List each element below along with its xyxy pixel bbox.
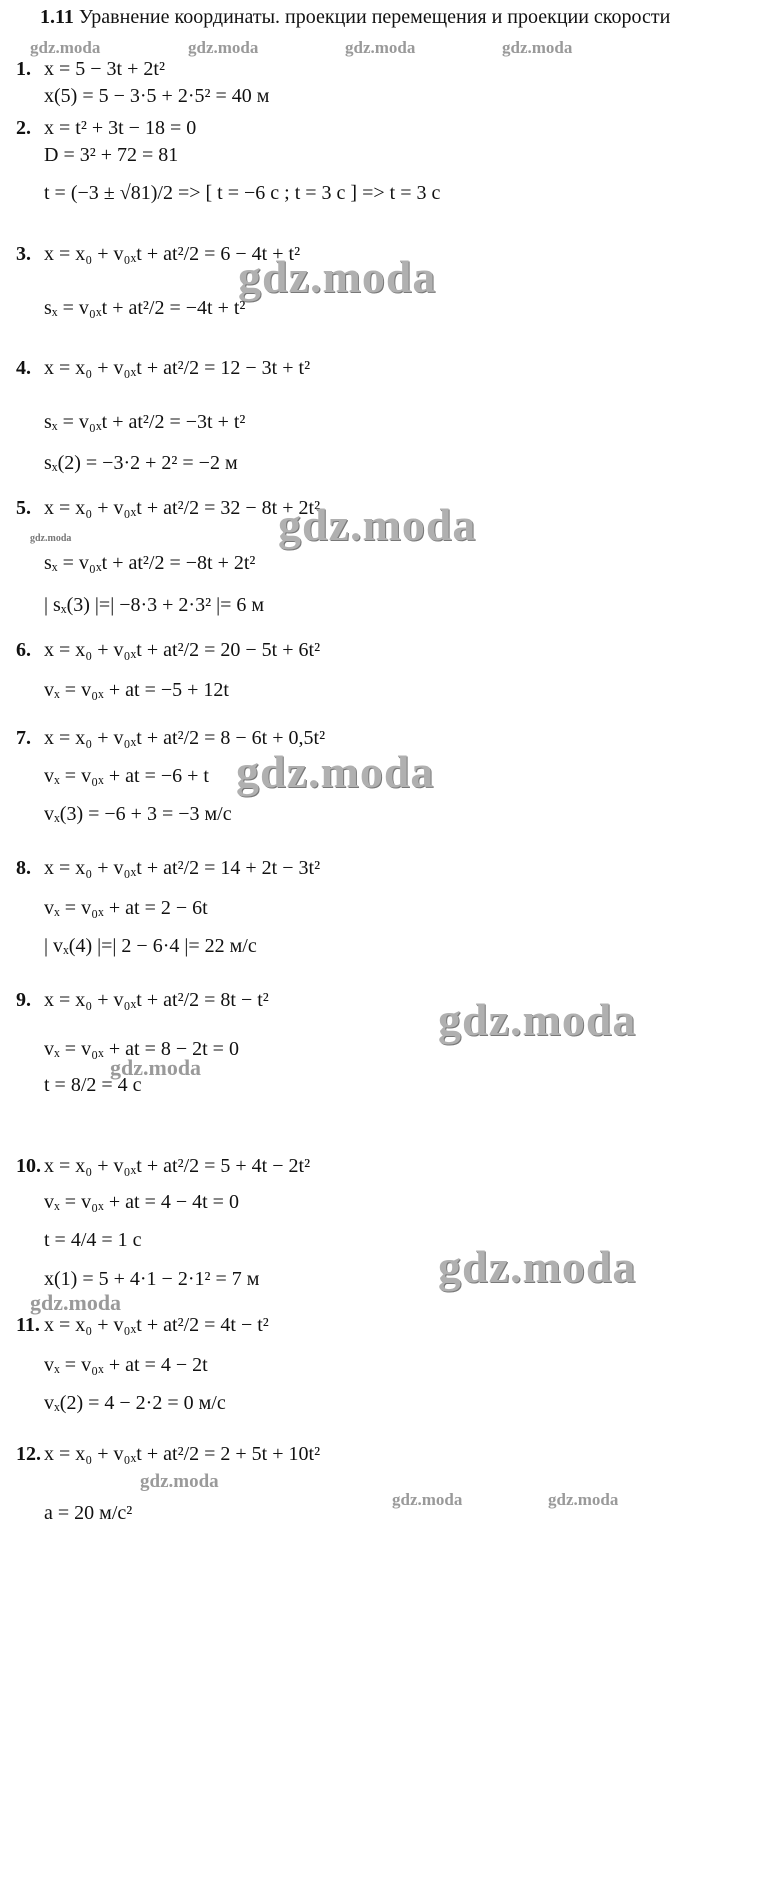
equation: vₓ = v₀ₓ + at = −5 + 12t: [44, 679, 229, 701]
watermark: gdz.moda: [238, 251, 437, 302]
equation: t = (−3 ± √81)/2 => [ t = −6 с ; t = 3 с ] => t = 3 с: [44, 182, 441, 204]
equation: sₓ(2) = −3·2 + 2² = −2 м: [44, 452, 238, 474]
equation: x = x₀ + v₀ₓt + at²/2 = 5 + 4t − 2t²: [44, 1155, 311, 1177]
watermark: gdz.moda: [345, 38, 416, 57]
equation: x = x₀ + v₀ₓt + at²/2 = 6 − 4t + t²: [44, 243, 301, 265]
equation: x = 5 − 3t + 2t²: [44, 58, 165, 80]
watermark: gdz.moda: [438, 994, 637, 1045]
section-number: 1.11: [40, 6, 74, 28]
equation: x = x₀ + v₀ₓt + at²/2 = 8t − t²: [44, 989, 269, 1011]
problem-number: 7.: [16, 727, 31, 749]
watermark: gdz.moda: [236, 746, 435, 797]
watermark: gdz.moda: [278, 499, 477, 550]
equation: x(5) = 5 − 3·5 + 2·5² = 40 м: [44, 85, 270, 107]
equation: sₓ = v₀ₓt + at²/2 = −3t + t²: [44, 411, 246, 433]
watermark: gdz.moda: [548, 1490, 619, 1509]
equation: sₓ = v₀ₓt + at²/2 = −4t + t²: [44, 297, 246, 319]
equation: x = x₀ + v₀ₓt + at²/2 = 12 − 3t + t²: [44, 357, 311, 379]
equation: vₓ = v₀ₓ + at = 4 − 2t: [44, 1354, 208, 1376]
equation: vₓ(2) = 4 − 2·2 = 0 м/с: [44, 1392, 226, 1414]
watermark: gdz.moda: [438, 1241, 637, 1292]
equation: x = t² + 3t − 18 = 0: [44, 117, 197, 139]
equation: | sₓ(3) |=| −8·3 + 2·3² |= 6 м: [44, 594, 265, 616]
problem-number: 3.: [16, 243, 31, 265]
watermark: gdz.moda: [30, 533, 72, 544]
equation: D = 3² + 72 = 81: [44, 144, 179, 166]
page-title: [40, 6, 670, 29]
equation: x(1) = 5 + 4·1 − 2·1² = 7 м: [44, 1268, 260, 1290]
equation: x = x₀ + v₀ₓt + at²/2 = 4t − t²: [44, 1314, 269, 1336]
equation: | vₓ(4) |=| 2 − 6·4 |= 22 м/с: [44, 935, 257, 957]
equation: vₓ = v₀ₓ + at = 8 − 2t = 0: [44, 1038, 239, 1060]
watermark: gdz.moda: [30, 38, 101, 57]
equation: sₓ = v₀ₓt + at²/2 = −8t + 2t²: [44, 552, 256, 574]
watermark: gdz.moda: [140, 1471, 219, 1492]
equation: vₓ(3) = −6 + 3 = −3 м/с: [44, 803, 232, 825]
equation: t = 8/2 = 4 с: [44, 1074, 142, 1096]
problem-number: 8.: [16, 857, 31, 879]
equation: x = x₀ + v₀ₓt + at²/2 = 32 − 8t + 2t²: [44, 497, 321, 519]
equation: x = x₀ + v₀ₓt + at²/2 = 14 + 2t − 3t²: [44, 857, 321, 879]
equation: a = 20 м/с²: [44, 1502, 133, 1524]
section-title: Уравнение координаты. проекции перемещения и проекции скорости: [78, 6, 671, 28]
watermark: gdz.moda: [392, 1490, 463, 1509]
problem-number: 1.: [16, 58, 31, 80]
equation: vₓ = v₀ₓ + at = −6 + t: [44, 765, 209, 787]
equation: vₓ = v₀ₓ + at = 4 − 4t = 0: [44, 1191, 239, 1213]
watermark: gdz.moda: [502, 38, 573, 57]
watermark: gdz.moda: [30, 1290, 122, 1315]
problem-number: 9.: [16, 989, 31, 1011]
equation: x = x₀ + v₀ₓt + at²/2 = 20 − 5t + 6t²: [44, 639, 321, 661]
equation: x = x₀ + v₀ₓt + at²/2 = 8 − 6t + 0,5t²: [44, 727, 326, 749]
watermark: gdz.moda: [188, 38, 259, 57]
equation: x = x₀ + v₀ₓt + at²/2 = 2 + 5t + 10t²: [44, 1443, 321, 1465]
problem-number: 11.: [16, 1314, 40, 1336]
problem-number: 10.: [16, 1155, 41, 1177]
watermark: gdz.moda: [110, 1055, 202, 1080]
problem-number: 2.: [16, 117, 31, 139]
equation: vₓ = v₀ₓ + at = 2 − 6t: [44, 897, 208, 919]
problem-number: 5.: [16, 497, 31, 519]
problem-number: 6.: [16, 639, 31, 661]
problem-number: 4.: [16, 357, 31, 379]
equation: t = 4/4 = 1 с: [44, 1229, 142, 1251]
problem-number: 12.: [16, 1443, 41, 1465]
